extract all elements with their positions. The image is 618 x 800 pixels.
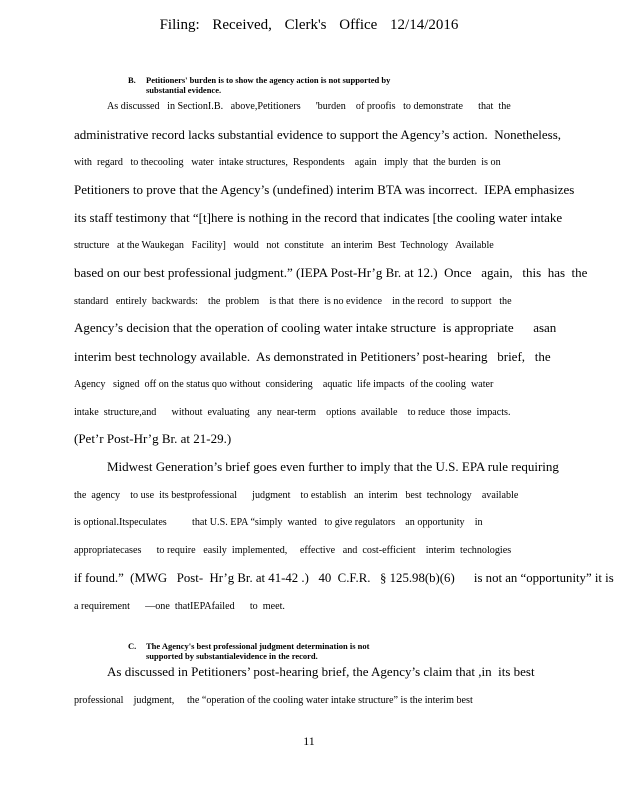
text-line: a requirement —one thatIEPAfailed to meet. xyxy=(74,600,285,612)
text-line: standard entirely backwards: the problem is that there is no evidence in the record to support the xyxy=(74,295,512,307)
filing-header: Filing: Received, Clerk's Office 12/14/2016 xyxy=(159,17,459,33)
text-line: As discussed in Petitioners’ post-hearing brief, the Agency’s claim that ,in its best xyxy=(107,664,535,679)
text-line: As discussed in SectionI.B. above,Petitioners 'burden of proofis to demonstrate that the xyxy=(107,100,511,112)
text-line: the agency to use its bestprofessional judgment to establish an interim best technology available xyxy=(74,489,519,501)
text-line: Petitioners to prove that the Agency’s (undefined) interim BTA was incorrect. IEPA emphasizes xyxy=(74,182,575,197)
section-c-heading xyxy=(128,641,369,661)
section-b-title-line2: substantial evidence. xyxy=(146,85,222,95)
section-b-letter: B. xyxy=(128,75,136,85)
text-line: if found.” (MWG Post- Hr’g Br. at 41-42 .) 40 C.F.R. § 125.98(b)(6) is not an “opportunity” it is xyxy=(74,570,614,585)
text-line: with regard to thecooling water intake structures, Respondents again imply that the burden is on xyxy=(74,156,501,168)
text-line: its staff testimony that “[t]here is nothing in the record that indicates [the cooling water intake xyxy=(74,210,563,225)
text-line: professional judgment, the “operation of the cooling water intake structure” is the interim best xyxy=(74,694,473,706)
text-line: Agency signed off on the status quo without considering aquatic life impacts of the cooling water xyxy=(74,378,494,390)
section-c-title-line1: The Agency's best professional judgment determination is not xyxy=(146,641,370,651)
text-line: Midwest Generation’s brief goes even further to imply that the U.S. EPA rule requiring xyxy=(107,459,559,474)
section-b-heading xyxy=(128,75,390,95)
text-line: administrative record lacks substantial evidence to support the Agency’s action. Nonetheless, xyxy=(74,127,562,142)
section-b-title-line1: Petitioners' burden is to show the agency action is not supported by xyxy=(146,75,391,85)
section-c-letter: C. xyxy=(128,641,137,651)
text-line: (Pet’r Post-Hr’g Br. at 21-29.) xyxy=(74,431,232,446)
text-line: Agency’s decision that the operation of cooling water intake structure is appropriate asan xyxy=(74,320,557,335)
text-line: structure at the Waukegan Facility] would not constitute an interim Best Technology Available xyxy=(74,239,494,251)
text-line: appropriatecases to require easily implemented, effective and cost-efficient interim technologies xyxy=(74,544,512,556)
text-line: intake structure,and without evaluating any near-term options available to reduce those impacts. xyxy=(74,406,511,418)
section-c-title-line2: supported by substantialevidence in the record. xyxy=(146,651,318,661)
text-line: is optional.Itspeculates that U.S. EPA “simply wanted to give regulators an opportunity in xyxy=(74,516,483,528)
text-line: based on our best professional judgment.” (IEPA Post-Hr’g Br. at 12.) Once again, this has the xyxy=(74,265,588,280)
page-number: 11 xyxy=(303,734,315,748)
text-line: interim best technology available. As demonstrated in Petitioners’ post-hearing brief, the xyxy=(74,349,551,364)
